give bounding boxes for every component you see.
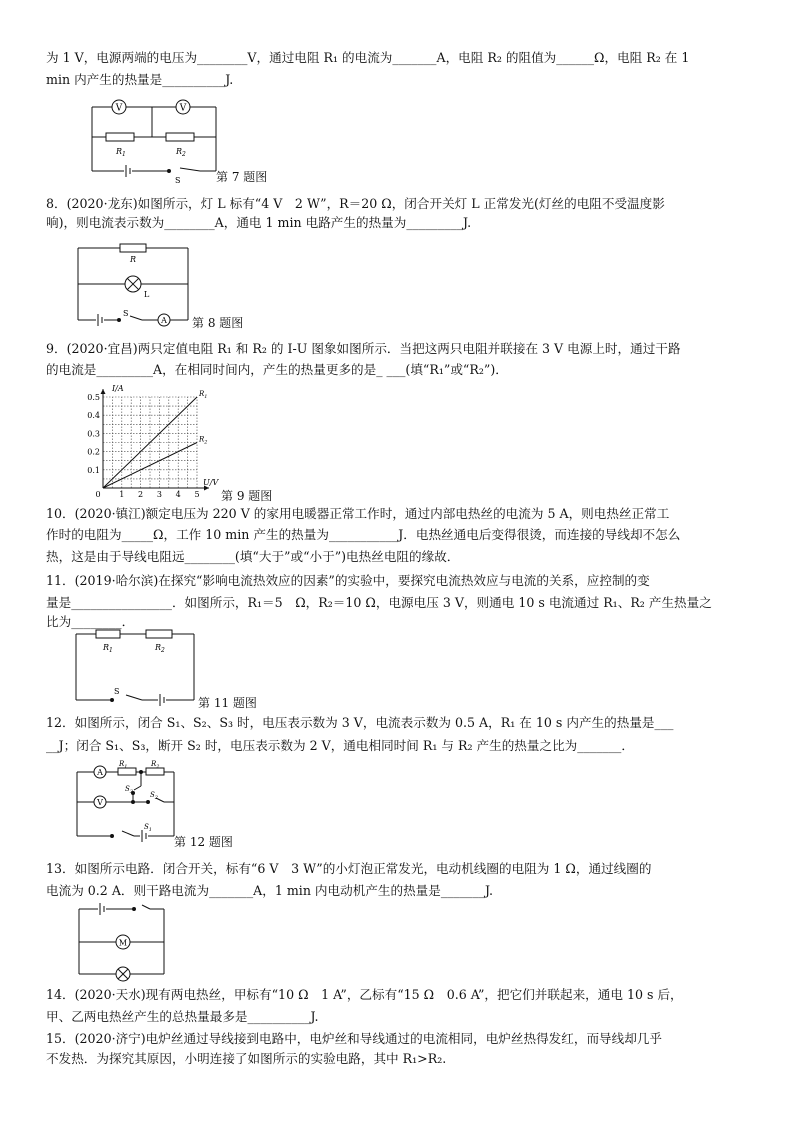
r-label: R [130,255,137,264]
series-label-r1: $R_1$ [199,390,208,400]
x-axis-label: U/V [203,478,219,487]
figure-7-circuit [80,95,230,187]
figure-9-caption: 第 9 题图 [221,489,273,503]
voltmeter-label: V [97,798,103,807]
text-line: 14．(2020·天水)现有两电热丝，甲标有“10 Ω 1 A”，乙标有“15 Ω 0.6 A”，把它们并联起来，通电 10 s 后， [46,987,683,1002]
s1-label: $S_1$ [144,823,152,833]
x-tick-label: 1 [119,490,125,499]
figure-7-caption: 第 7 题图 [216,170,268,184]
chart-ticks [87,393,199,499]
resistor-r1 [106,133,134,141]
resistor-r2 [146,630,172,638]
r2-label: $R_2$ [176,147,186,158]
x-tick-label: 3 [156,490,162,499]
switch-label: S [114,687,120,696]
r1-label: $R_1$ [103,643,113,654]
resistor-r2 [146,768,164,775]
text-line: 比为________． [46,614,135,629]
switch-label: S [175,176,181,185]
lamp-label: L [144,290,150,299]
chart-series [103,390,207,488]
text-line: 作时的电阻为_____Ω，工作 10 min 产生的热量为___________J．电热丝通电后变得很烫，而连接的导线却不怎么 [46,527,681,542]
figure-8-caption: 第 8 题图 [192,316,244,330]
text-line: 12．如图所示，闭合 S₁、S₂、S₃ 时，电压表示数为 3 V，电流表示数为 0.5 A，R₁ 在 10 s 内产生的热量是___ [46,715,674,730]
y-tick-label: 0.2 [87,447,100,457]
r2-label: $R_2$ [151,760,160,770]
text-line: min 内产生的热量是__________J. [46,72,234,87]
resistor-r1 [96,630,120,638]
figure-12-caption: 第 12 题图 [174,835,233,849]
y-tick-label: 0.5 [87,393,100,402]
text-line: 10．(2020·镇江)额定电压为 220 V 的家用电暖器正常工作时，通过内部电热丝的电流为 5 A，则电热丝正常工 [46,506,670,521]
ammeter-label: A [97,768,103,777]
origin-label: 0 [95,490,101,499]
series-label-r2: $R_2$ [199,435,208,446]
text-line: 甲、乙两电热丝产生的总热量最多是__________J. [46,1009,319,1024]
y-axis-label: I/A [112,384,124,393]
r2-label: $R_2$ [155,643,165,654]
series-line-r1 [103,397,197,488]
text-line: 13．如图所示电路．闭合开关，标有“6 V 3 W”的小灯泡正常发光，电动机线圈的电阻为 1 Ω，通过线圈的 [46,861,652,876]
x-tick-label: 2 [138,490,144,499]
y-axis-arrow [101,389,106,394]
text-line: 热，这是由于导线电阻远________(填“大于”或“小于”)电热丝电阻的缘故． [46,549,460,564]
resistor-r [120,244,146,252]
y-tick-label: 0.1 [87,465,100,475]
text-line: 15．(2020·济宁)电炉丝通过导线接到电路中，电炉丝和导线通过的电流相同，电炉丝热得发红，而导线却几乎 [46,1031,663,1046]
text-line: __J；闭合 S₁、S₃，断开 S₂ 时，电压表示数为 2 V，通电相同时间 R₁ 与 R₂ 产生的热量之比为_______． [46,738,634,753]
text-line: 不发热．为探究其原因，小明连接了如图所示的实验电路，其中 R₁>R₂. [46,1051,447,1066]
motor-label: M [118,938,128,948]
voltmeter-2-label: V [179,103,187,114]
ammeter-label: A [161,316,167,325]
y-tick-label: 0.4 [87,411,100,421]
figure-8-circuit [70,238,195,332]
r1-label: $R_1$ [119,760,128,770]
figure-9-chart [85,383,225,500]
text-line: 8．(2020·龙东)如图所示，灯 L 标有“4 V 2 W”，R＝20 Ω，闭合开关灯 L 正常发光(灯丝的电阻不受温度影 [46,196,665,211]
text-line: 11．(2019·哈尔滨)在探究“影响电流热效应的因素”的实验中，要探究电流热效应与电流的关系，应控制的变 [46,573,650,588]
x-tick-label: 4 [175,490,181,499]
figure-12-circuit [72,760,182,845]
x-tick-label: 5 [194,490,200,499]
figure-13-circuit [72,902,172,982]
figure-11-caption: 第 11 题图 [198,696,257,710]
text-line: 响)，则电流表示数为________A，通电 1 min 电路产生的热量为_________J. [46,215,472,230]
r1-label: $R_1$ [116,147,126,158]
s2-label: $S_2$ [150,791,158,801]
voltmeter-1-label: V [115,103,123,114]
text-line: 电流为 0.2 A．则干路电流为_______A，1 min 内电动机产生的热量是_______J. [46,883,494,898]
resistor-r2 [166,133,194,141]
y-tick-label: 0.3 [87,429,100,439]
s3-label: $S_3$ [125,785,133,795]
figure-11-circuit [70,628,200,708]
text-line: 量是________________．如图所示，R₁＝5 Ω，R₂＝10 Ω，电源电压 3 V，则通电 10 s 电流通过 R₁、R₂ 产生热量之 [46,595,712,610]
switch-label: S [123,309,129,318]
text-line: 为 1 V，电源两端的电压为________V，通过电阻 R₁ 的电流为_______A，电阻 R₂ 的阻值为______Ω，电阻 R₂ 在 1 [46,50,690,65]
text-line: 9．(2020·宜昌)两只定值电阻 R₁ 和 R₂ 的 I-U 图象如图所示．当把这两只电阻并联接在 3 V 电源上时，通过干路 [46,341,681,356]
text-line: 的电流是_________A，在相同时间内，产生的热量更多的是_ ___(填“R₁”或“R₂”)． [46,362,508,377]
